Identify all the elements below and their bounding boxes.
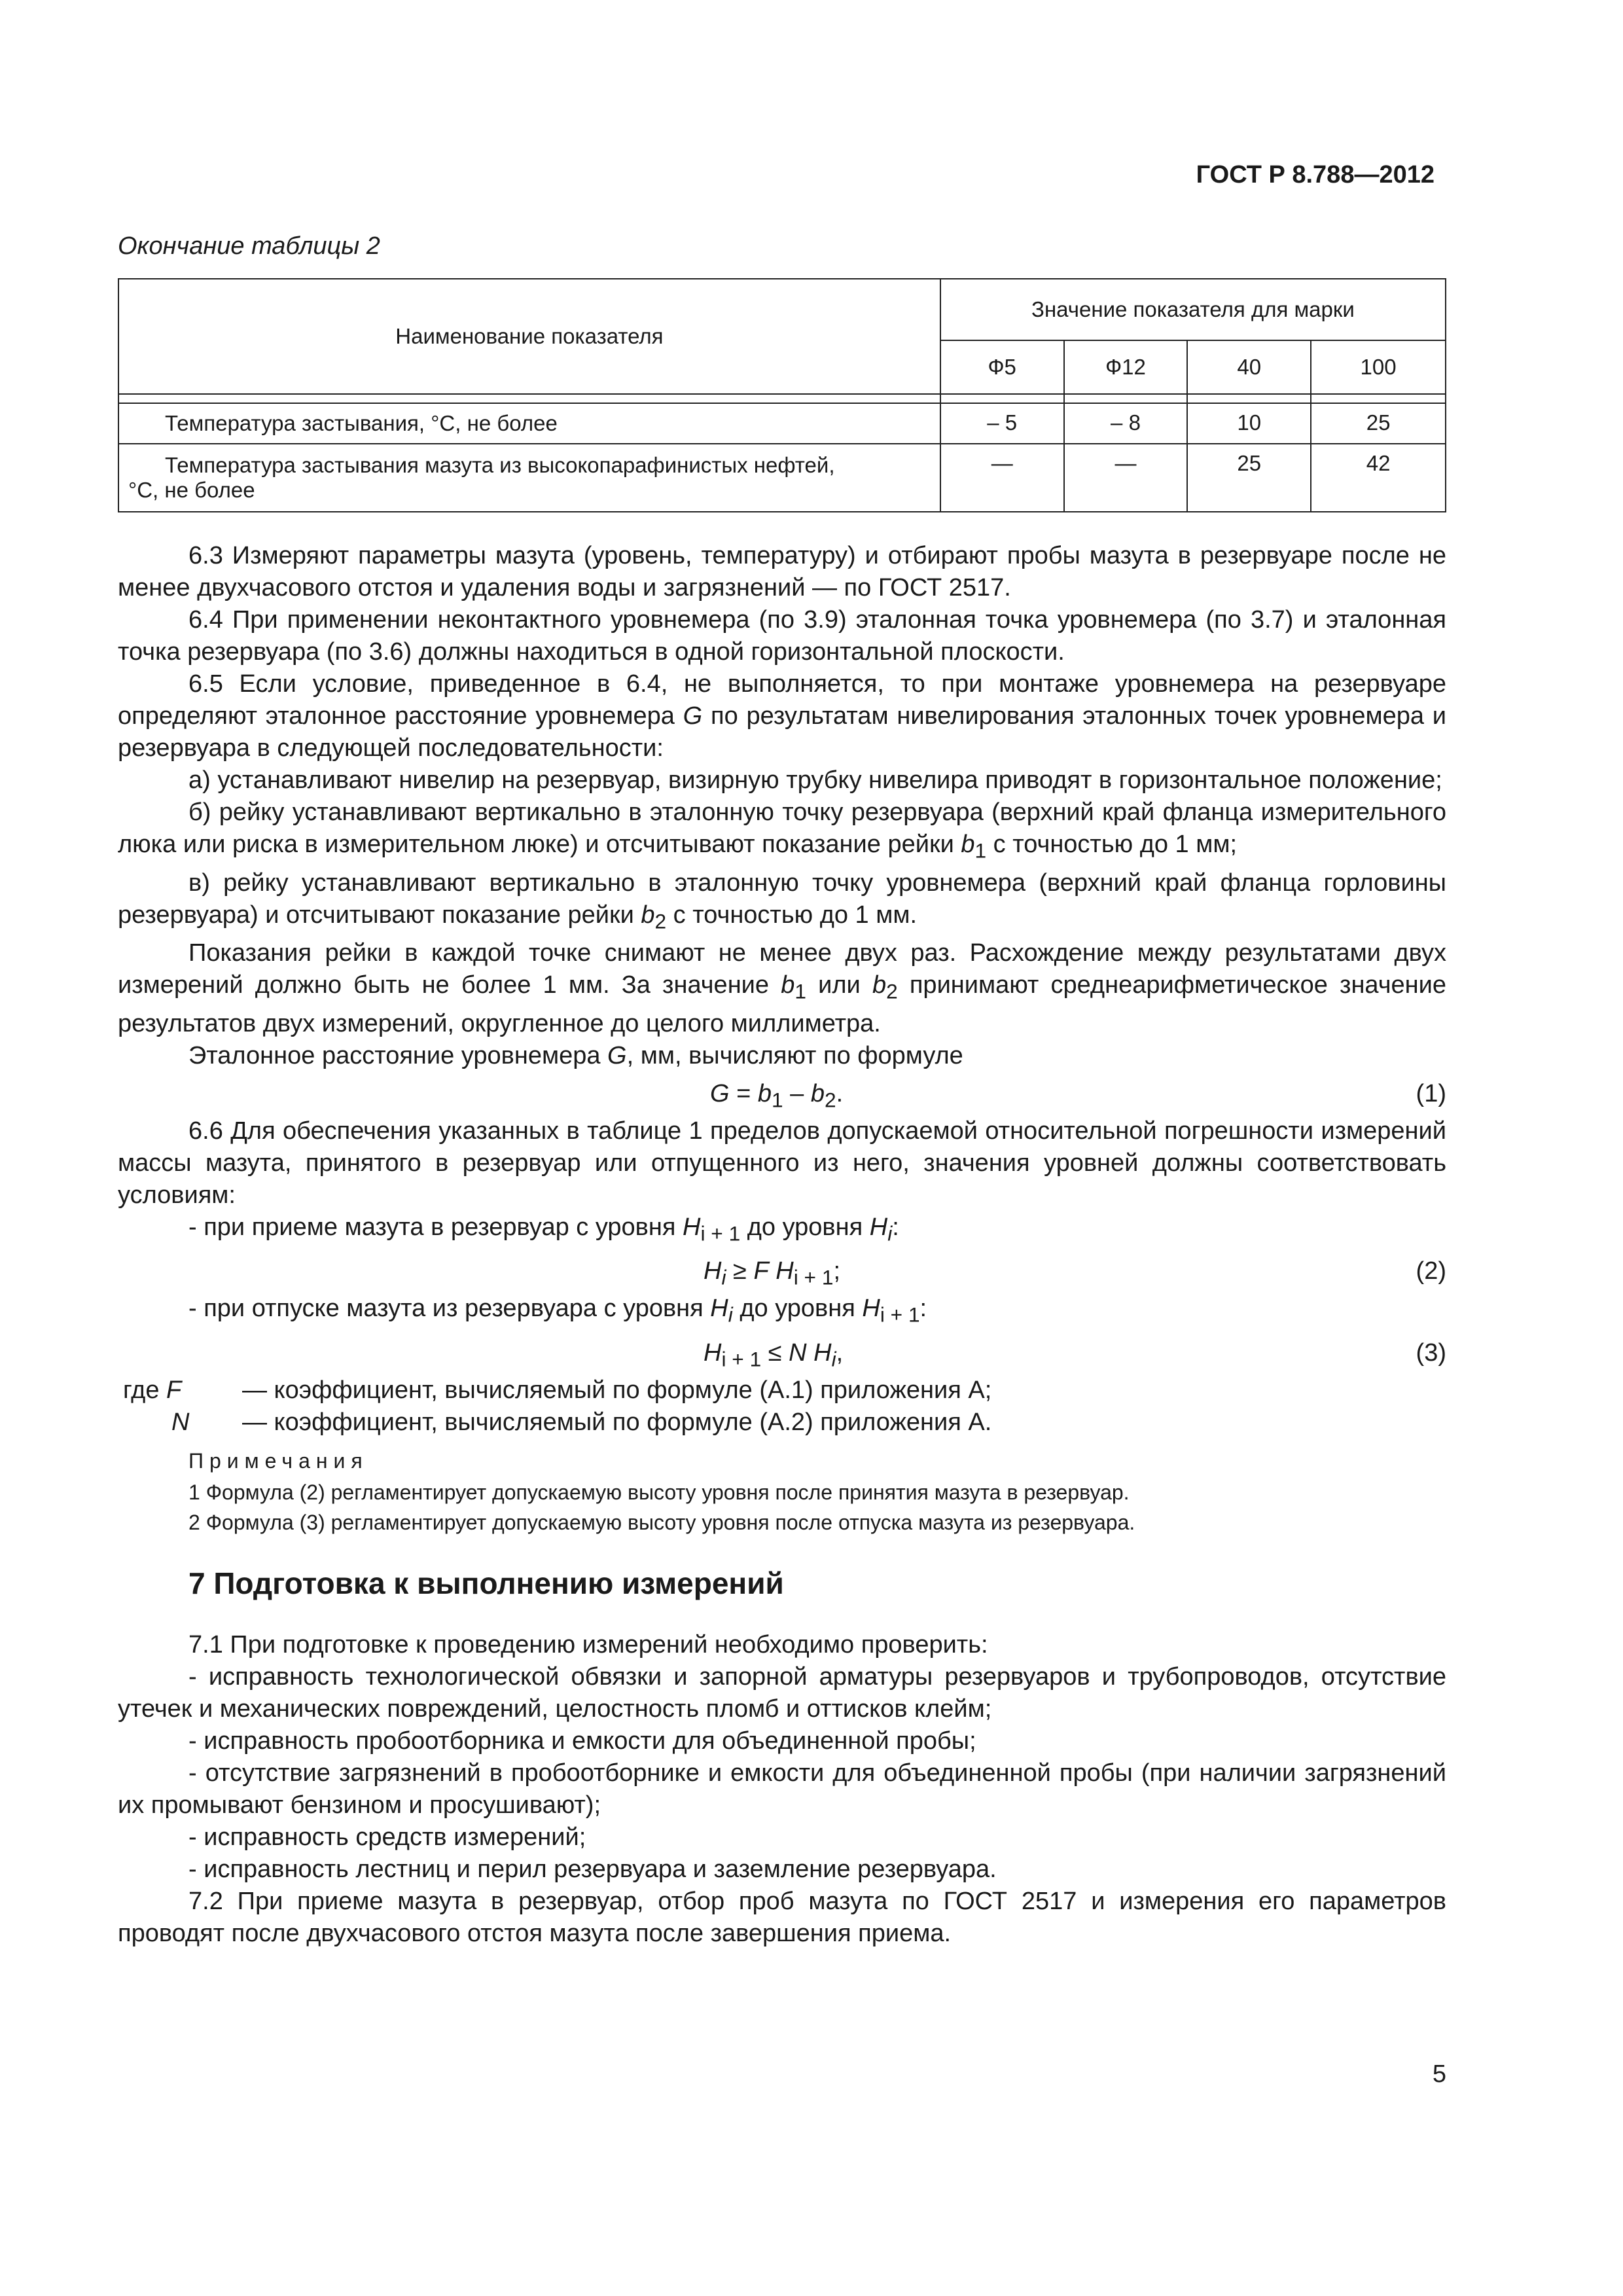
grade-header: 40 [1187,340,1311,394]
check-item: - исправность пробоотборника и емкости для объединенной пробы; [188,1727,976,1755]
row-value: 25 [1311,403,1446,444]
readings-paragraph: Показания рейки в каждой точке снимают не менее двух раз. Расхождение между результатами двух измерений должно быть не более 1 мм. За значение $b_1$ или $b_2$ принимают среднеарифметическое значение результатов двух измерений, округленное до целого миллиметра. [118,939,1447,1037]
where-text: — коэффициент, вычисляемый по формуле (А.2) приложения А. [242,1408,992,1436]
row-value: 25 [1187,444,1311,512]
where-symbol: N [171,1408,190,1436]
document-code: ГОСТ Р 8.788—2012 [1196,161,1435,188]
grade-header: Ф5 [940,340,1064,394]
table-caption: Окончание таблицы 2 [118,232,380,260]
paragraph-6-4: 6.4 При применении неконтактного уровнемера (по 3.9) эталонная точка уровнемера (по 3.7) и эталонная точка резервуара (по 3.6) должны находиться в одной горизонтальной плоскости. [118,606,1446,666]
paragraph-6-6: 6.6 Для обеспечения указанных в таблице 1 пределов допускаемой относительной погрешности измерений массы мазута, принятого в резервуар или отпущенного из него, значения уровней должны соответствовать условиям: [118,1117,1446,1209]
notes-title: Примечания [188,1448,368,1473]
formula-expression: $G = b_1 - b_2$. [710,1079,844,1112]
formula-number: (1) [1416,1079,1446,1107]
check-item: - исправность лестниц и перил резервуара и заземление резервуара. [188,1855,997,1883]
col-name-header: Наименование показателя [118,279,940,394]
formula-1 [118,1072,1446,1115]
row-value: — [1064,444,1188,512]
formula-intro: Эталонное расстояние уровнемера G, мм, вычисляют по формуле [188,1041,963,1069]
check-item: - исправность средств измерений; [188,1823,586,1851]
table-row [118,444,1446,512]
row-value: – 5 [940,403,1064,444]
release-condition: - при отпуске мазута из резервуара с уровня $H_i$ до уровня $H_{i + 1}$: [188,1295,927,1327]
list-item-v: в) рейку устанавливают вертикально в эталонную точку уровнемера (верхний край фланца горловины резервуара) и отсчитывают показание рейки $b_2$ с точностью до 1 мм. [118,869,1446,933]
check-item: - отсутствие загрязнений в пробоотборнике и емкости для объединенной пробы (при наличии загрязнений их промывают бензином и просушивают); [118,1759,1446,1819]
formula-2 [118,1249,1446,1293]
paragraph-6-5: 6.5 Если условие, приведенное в 6.4, не выполняется, то при монтаже уровнемера на резервуаре определяют эталонное расстояние уровнемера G по результатам нивелирования эталонных точек уровнемера и резервуара в следующей последовательности: [118,670,1446,762]
grade-header: Ф12 [1064,340,1188,394]
where-text: — коэффициент, вычисляемый по формуле (А.1) приложения А; [242,1376,992,1404]
document-body [118,540,1446,1950]
where-symbol: где F [123,1376,182,1404]
row-value: — [940,444,1064,512]
formula-number: (3) [1416,1338,1446,1367]
row-value: 10 [1187,403,1311,444]
page-number: 5 [1432,2060,1446,2088]
formula-expression: $H_i \ge F$ $H_{i + 1}$; [704,1257,840,1289]
formula-expression: $H_{i + 1} \le N$ $H_i$, [704,1338,844,1371]
list-item-b: б) рейку устанавливают вертикально в эталонную точку резервуара (верхний край фланца измерительного люка или риска в измерительном люке) и отсчитывают показание рейки $b_1$ с точностью до 1 мм; [118,798,1446,863]
note-item: 1 Формула (2) регламентирует допускаемую высоту уровня после принятия мазута в резервуар. [188,1480,1130,1504]
intake-condition: - при приеме мазута в резервуар с уровня $H_{i + 1}$ до уровня $H_i$: [188,1213,899,1246]
where-line [118,1374,1446,1407]
notes-block [118,1445,1446,1537]
check-item: - исправность технологической обвязки и запорной арматуры резервуаров и трубопроводов, отсутствие утечек и механических повреждений, целостность пломб и оттисков клейм; [118,1662,1446,1723]
group-header: Значение показателя для марки [940,279,1446,340]
table-header-row [118,279,1446,340]
row-value: 42 [1311,444,1446,512]
paragraph-7-2: 7.2 При приеме мазута в резервуар, отбор проб мазута по ГОСТ 2517 и измерения его параметров проводят после двухчасового отстоя мазута после завершения приема. [118,1887,1446,1947]
table-row [118,403,1446,444]
row-name: Температура застывания мазута из высокопарафинистых нефтей, °С, не более [118,444,940,512]
grade-header: 100 [1311,340,1446,394]
where-line [118,1407,1446,1439]
section-heading: 7 Подготовка к выполнению измерений [188,1566,784,1600]
formula-3 [118,1331,1446,1374]
properties-table [118,278,1446,512]
note-item: 2 Формула (3) регламентирует допускаемую высоту уровня после отпуска мазута из резервуара. [188,1510,1135,1534]
paragraph-6-3: 6.3 Измеряют параметры мазута (уровень, температуру) и отбирают пробы мазута в резервуаре после не менее двухчасового отстоя и удаления воды и загрязнений — по ГОСТ 2517. [118,542,1446,601]
paragraph-7-1: 7.1 При подготовке к проведению измерений необходимо проверить: [188,1630,988,1659]
list-item-a: а) устанавливают нивелир на резервуар, визирную трубку нивелира приводят в горизонтальное положение; [188,766,1442,794]
row-value: – 8 [1064,403,1188,444]
formula-number: (2) [1416,1257,1446,1285]
row-name: Температура застывания, °С, не более [118,403,940,444]
